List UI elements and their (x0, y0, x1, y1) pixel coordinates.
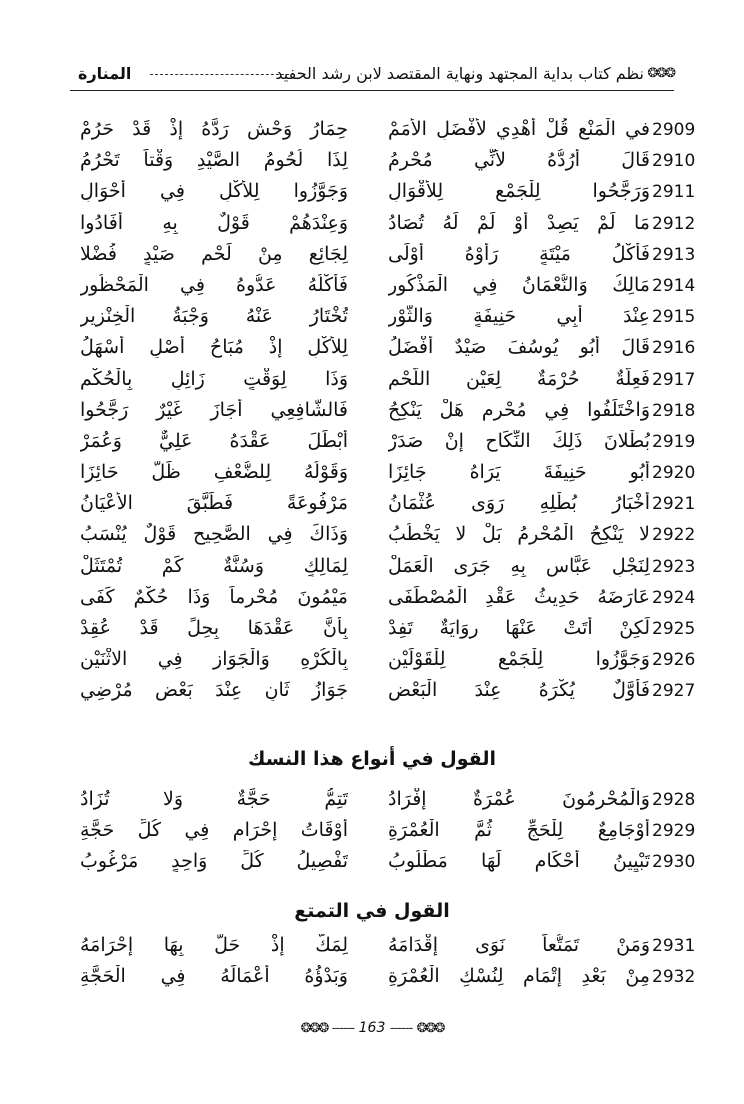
first-hemistich: فَأَوَّلٌ يُكْرَهُ عِنْدَ الْبَعْضِ (388, 679, 650, 702)
first-hemistich: مِنْ بَعْدِ إِتْمَامٍ لِنُسْكِ الْعُمْرَةِ (388, 965, 650, 987)
verse-number: 2931 (652, 936, 696, 956)
second-hemistich: لِمَالِكٍ وَسُنَّةٌ كَمْ تُمْتَثَلْ (80, 554, 348, 577)
verse-block-2 (70, 786, 696, 879)
footer-ornament-right-icon: ❂❂❂ (416, 1021, 444, 1036)
second-hemistich: بِأَنَّ عَقْدَهَا بِحِلٍّ قَدْ عُقِدْ (80, 617, 348, 639)
second-hemistich: أَوْقَاتُ إِحْرَامٍ فِي كُلِّ حَجَّةِ (80, 819, 348, 841)
verse-number: 2917 (652, 369, 696, 390)
second-hemistich: وَقَوْلُهُ لِلضُّعْفِ ظَلَّ حَائِزَا (80, 461, 348, 484)
verse-number: 2926 (652, 650, 696, 671)
first-hemistich: وَمَنْ تَمَتُّعاً نَوَى إِقْدَامَهُ (388, 934, 650, 956)
second-hemistich: مَرْفُوعَةً فَطَبَّقَ الأَعْيَانُ (80, 492, 348, 515)
second-hemistich: تَفْصِيلُ كُلِّ وَاحِدٍ مَرْغُوبُ (80, 850, 348, 872)
verse-number: 2924 (652, 587, 696, 608)
second-hemistich: وَعِنْدَهُمْ قَوْلٌ بِهِ أَفَادُوا (80, 211, 348, 234)
verse-number: 2922 (652, 525, 696, 546)
first-hemistich: لَكِنْ أَتَتْ عَنْهَا رِوَايَةٌ تَفِدْ (388, 617, 650, 639)
footer-ornament-left-icon: ❂❂❂ (300, 1021, 328, 1036)
verse-number: 2918 (652, 400, 696, 421)
verse-number: 2932 (652, 967, 696, 987)
section-heading-tamattu: القول في التمتع (294, 900, 450, 922)
first-hemistich: أَخْبَارُ بُطْلِهِ رَوَى عُثْمَانُ (388, 492, 650, 515)
first-hemistich: مَا لَمْ يَصِدْ أَوْ لَمْ لَهُ تُصَادُ (388, 211, 650, 234)
first-hemistich: وَاخْتَلَفُوا فِي مُحْرِمٍ هَلْ يَنْكِحُ (388, 398, 650, 421)
verse-number: 2909 (652, 120, 696, 140)
second-hemistich: مَيْمُونَ مُحْرِماً وَذَا حُكْمٌ كَفَى (80, 585, 348, 608)
first-hemistich: أَوْجَامِعٌ لِلْحَجِّ ثُمَّ الْعُمْرَةِ (388, 819, 650, 841)
page-footer: ❂❂❂ ------ 163 ------ ❂❂❂ (300, 1020, 444, 1036)
verse-line (70, 932, 696, 963)
verse-line (70, 178, 696, 209)
first-hemistich: فَعِلَّةٌ حُرْمَةٌ لِعَيْنِ اللَّحْمِ (388, 367, 650, 390)
running-title: نظم كتاب بداية المجتهد ونهاية المقتصد لابن رشد الحفيد (275, 64, 644, 83)
verse-number: 2928 (652, 790, 696, 810)
verse-line (70, 116, 696, 147)
second-hemistich: أَبْطَلَ عَقْدَهُ عَلِيٌّ وَعُمَرْ (80, 429, 348, 452)
first-hemistich: وَرَجَّحُوا لِلْجَمْعِ لِلأَقْوَالِ (388, 180, 650, 203)
first-hemistich: قَالَ أَرُدُّهُ لأَنِّي مُحْرِمُ (388, 149, 650, 172)
verse-number: 2912 (652, 213, 696, 234)
header-dashed-rule (150, 74, 294, 75)
verse-line (70, 272, 696, 303)
second-hemistich: بِالْكُرْهِ وَالْجَوَازِ فِي الاثْنَيْنِ (80, 648, 348, 671)
page-number: 163 (358, 1020, 386, 1036)
verse-number: 2921 (652, 494, 696, 515)
first-hemistich: قَالَ أَبُو يُوسُفَ صَيْدٌ أَفْضَلُ (388, 336, 650, 359)
first-hemistich: لِنَجْلِ عَبَّاسٍ بِهِ جَرَى الْعَمَلْ (388, 554, 650, 577)
first-hemistich: تَبْيِينُ أَحْكَامٍ لَهَا مَطْلُوبُ (388, 850, 650, 872)
verse-line (70, 963, 696, 994)
second-hemistich: وَذَاكَ فِي الصَّحِيحِ قَوْلٌ يُنْسَبُ (80, 523, 348, 546)
verse-line (70, 553, 696, 584)
verse-line (70, 147, 696, 178)
verse-line (70, 817, 696, 848)
verse-number: 2910 (652, 151, 696, 172)
verse-number: 2916 (652, 338, 696, 359)
verse-block-1 (70, 116, 696, 709)
verse-number: 2929 (652, 821, 696, 841)
header-divider (70, 90, 674, 91)
first-hemistich: مَالِكُ وَالنُّعْمَانُ فِي الْمَذْكُورِ (388, 273, 650, 296)
verse-line (70, 615, 696, 646)
verse-number: 2925 (652, 619, 696, 639)
second-hemistich: فَأَكْلُهُ عَدُّوهُ فِي الْمَحْظُورِ (80, 273, 348, 296)
first-hemistich: عَارَضَهُ حَدِيثُ عَقْدِ الْمُصْطَفَى (388, 585, 650, 608)
verse-number: 2930 (652, 852, 696, 872)
second-hemistich: فَالشَّافِعِي أَجَازَ غَيْرٌ رَجَّحُوا (80, 398, 348, 421)
verse-line (70, 428, 696, 459)
verse-line (70, 786, 696, 817)
header-ornament-icon: ❂❂❂ (647, 66, 674, 81)
verse-line (70, 584, 696, 615)
second-hemistich: حِمَارُ وَحْشٍ رَدَّهُ إِذْ قَدْ حَرُمْ (80, 118, 348, 140)
second-hemistich: لِجَائِعٍ مِنْ لَحْمِ صَيْدٍ فُضْلا (80, 242, 348, 265)
verse-line (70, 848, 696, 879)
verse-line (70, 241, 696, 272)
second-hemistich: جَوَازُ ثَانٍ عِنْدَ بَعْضٍ مُرْضِي (80, 679, 348, 702)
first-hemistich: في الْمَنْعِ قُلْ أُهْدِي لأَفْضَلِ الأُمَمْ (388, 118, 650, 140)
verse-line (70, 334, 696, 365)
second-hemistich: تَتِمُّ حَجَّةٌ وَلا تُزَادُ (80, 788, 348, 810)
first-hemistich: وَجَوَّزُوا لِلْجَمْعِ لِلْقَوْلَيْنِ (388, 648, 650, 671)
second-hemistich: تُخْتَارُ عَنْهُ وَجْبَةُ الْخِنْزِيرِ (80, 305, 348, 328)
verse-line (70, 646, 696, 677)
verse-number: 2920 (652, 463, 696, 484)
first-hemistich: عِنْدَ أَبِي حَنِيفَةٍ وَالثَّوْرِ (388, 305, 650, 328)
second-hemistich: لِلأَكْلِ إِذْ مُبَاحُ أَصْلٍ أَسْهَلُ (80, 336, 348, 359)
verse-number: 2911 (652, 182, 696, 203)
verse-number: 2914 (652, 275, 696, 296)
second-hemistich: وَذَا لِوَقْتٍ زَائِلٍ بِالْحُكْمِ (80, 367, 348, 390)
first-hemistich: لا يَنْكِحُ الْمُحْرِمُ بَلْ لا يَخْطُبُ (388, 523, 650, 546)
first-hemistich: فَأَكْلُ مَيْتَةٍ رَأَوْهُ أَوْلَى (388, 242, 650, 265)
verse-number: 2923 (652, 556, 696, 577)
second-hemistich: لِذَا لُحُومُ الصَّيْدِ وَقْتاً تَحْرُمُ (80, 149, 348, 172)
section-name: المنارة (78, 64, 132, 83)
verse-number: 2927 (652, 681, 696, 702)
second-hemistich: وَجَوَّزُوا لِلأَكْلِ فِي أَحْوَالِ (80, 180, 348, 203)
verse-number: 2919 (652, 431, 696, 452)
first-hemistich: بُطْلانَ ذَلِكَ النِّكَاحِ إِنْ صَدَرْ (388, 429, 650, 452)
verse-line (70, 521, 696, 552)
verse-block-3 (70, 932, 696, 994)
first-hemistich: أَبُو حَنِيفَةَ يَرَاهُ جَائِزَا (388, 461, 650, 484)
verse-line (70, 397, 696, 428)
verse-line (70, 366, 696, 397)
verse-line (70, 459, 696, 490)
second-hemistich: وَبَدْؤُهُ أَعْمَالَهُ فِي الْحَجَّةِ (80, 965, 348, 987)
verse-number: 2915 (652, 307, 696, 328)
verse-number: 2913 (652, 244, 696, 265)
first-hemistich: وَالْمُحْرِمُونَ عُمْرَةٌ إِفْرَادُ (388, 788, 650, 810)
section-heading-nusuk: القول في أنواع هذا النسك (248, 748, 496, 770)
verse-line (70, 303, 696, 334)
verse-line (70, 210, 696, 241)
second-hemistich: لِمَكَّ إِذْ حَلَّ بِهَا إِحْرَامَهُ (80, 934, 348, 956)
page-header (70, 62, 674, 92)
verse-line (70, 490, 696, 521)
verse-line (70, 677, 696, 708)
